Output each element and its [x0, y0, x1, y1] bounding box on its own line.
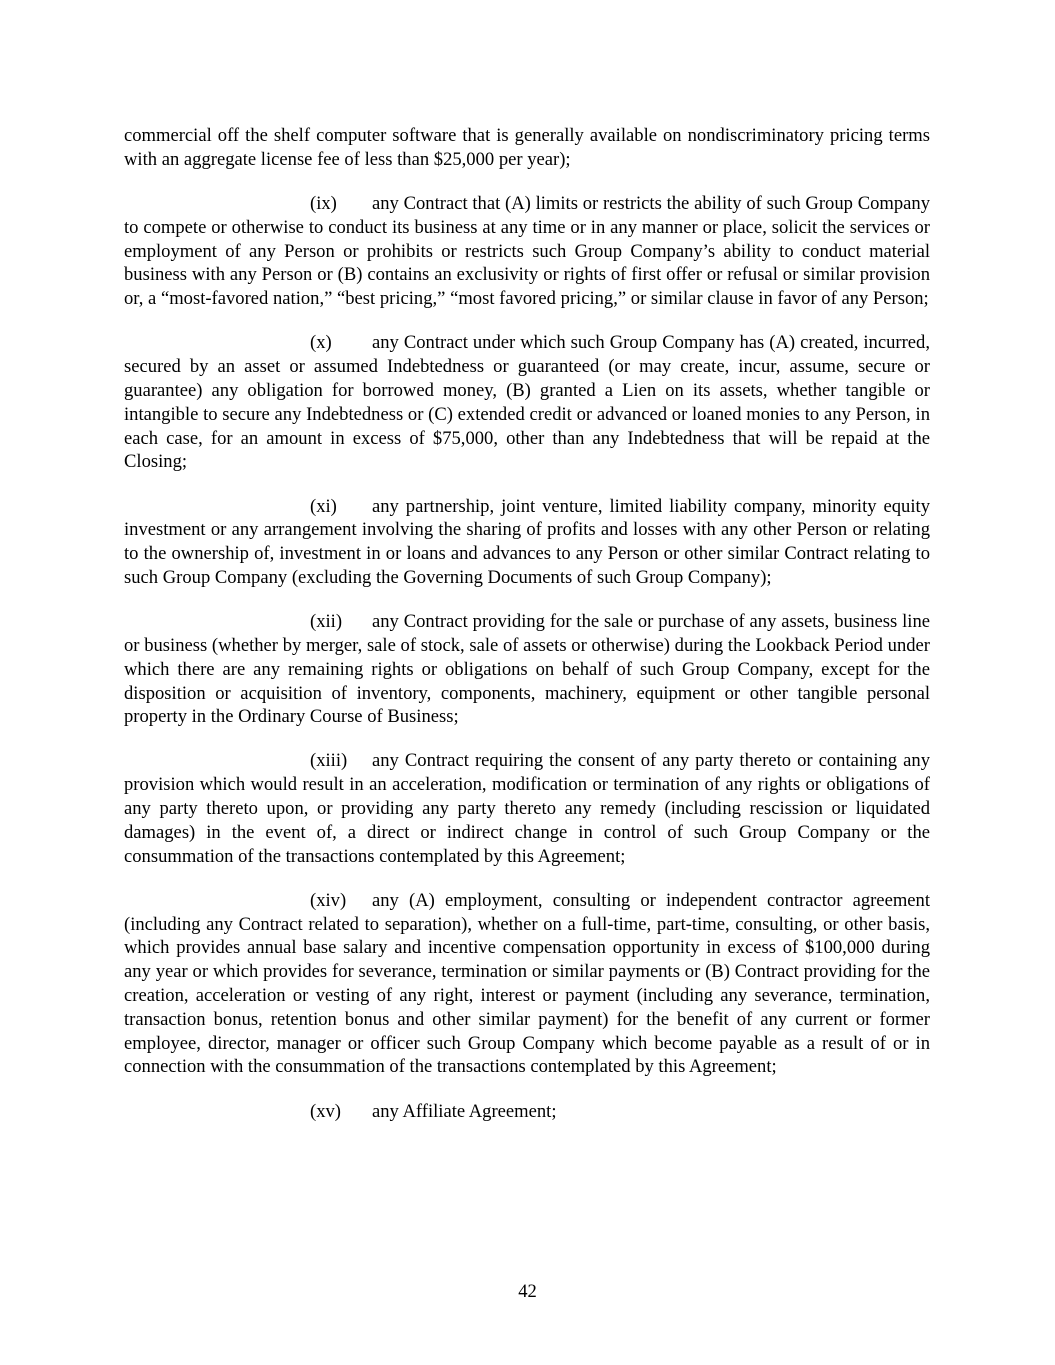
clause-xv	[124, 1100, 930, 1124]
clause-number: (ix)	[310, 192, 337, 214]
clause-ix	[124, 192, 930, 311]
clause-text: any Affiliate Agreement;	[372, 1100, 557, 1122]
clause-text: any (A) employment, consulting or independent contractor agreement (including any Contract related to separation), whether on a full-time, part-time, consulting, or other basis, which provides annual base salary and incentive compensation opportunity in excess of $100,000 during any year or which provides for severance, termination or similar payments or (B) Contract providing for the creation, acceleration or vesting of any right, interest or payment (including any severance, termination, transaction bonus, retention bonus and other similar payment) for the benefit of any current or former employee, director, manager or officer such Group Company which become payable as a result of or in connection with the consummation of the transactions contemplated by this Agreement;	[124, 889, 930, 1078]
document-body	[124, 124, 930, 1144]
clause-xi	[124, 495, 930, 590]
clause-x	[124, 331, 930, 474]
continuation-paragraph: commercial off the shelf computer software that is generally available on nondiscriminatory pricing terms with an aggregate license fee of less than $25,000 per year);	[124, 125, 930, 170]
clause-text: any Contract providing for the sale or purchase of any assets, business line or business (whether by merger, sale of stock, sale of assets or otherwise) during the Lookback Period under which there are any remaining rights or obligations on behalf of such Group Company, except for the disposition or acquisition of inventory, components, machinery, equipment or other tangible personal property in the Ordinary Course of Business;	[124, 611, 930, 728]
clause-number: (xi)	[310, 495, 337, 517]
clause-number: (xii)	[310, 611, 343, 633]
clause-number: (xv)	[310, 1100, 341, 1122]
clause-text: any Contract requiring the consent of any party thereto or containing any provision which would result in an acceleration, modification or termination of any rights or obligations of any party thereto upon, or providing any party thereto any remedy (including rescission or liquidated damages) in the event of, a direct or indirect change in control of such Group Company or the consummation of the transactions contemplated by this Agreement;	[124, 750, 930, 867]
clause-xii	[124, 610, 930, 729]
clause-text: any partnership, joint venture, limited liability company, minority equity investment or any arrangement involving the sharing of profits and losses with any other Person or relating to the ownership of, investment in or loans and advances to any Person or other similar Contract relating to such Group Company (excluding the Governing Documents of such Group Company);	[124, 495, 930, 588]
clause-text: any Contract under which such Group Company has (A) created, incurred, secured by an asset or assumed Indebtedness or guaranteed (or may create, incur, assume, secure or guarantee) any obligation for borrowed money, (B) granted a Lien on its assets, whether tangible or intangible to secure any Indebtedness or (C) extended credit or advanced or loaned monies to any Person, in each case, for an amount in excess of $75,000, other than any Indebtedness that will be repaid at the Closing;	[124, 332, 930, 473]
clause-text: any Contract that (A) limits or restricts the ability of such Group Company to compete or otherwise to conduct its business at any time or in any manner or place, solicit the services or employment of any Person or prohibits or restricts such Group Company’s ability to conduct material business with any Person or (B) contains an exclusivity or rights of first offer or refusal or similar provision or, a “most-favored nation,” “best pricing,” “most favored pricing,” or similar clause in favor of any Person;	[124, 192, 930, 310]
clause-number: (x)	[310, 332, 332, 354]
clause-number: (xiii)	[310, 750, 348, 772]
clause-number: (xiv)	[310, 889, 347, 911]
page-number: 42	[518, 1281, 537, 1302]
clause-xiv	[124, 889, 930, 1079]
clause-xiii	[124, 749, 930, 868]
